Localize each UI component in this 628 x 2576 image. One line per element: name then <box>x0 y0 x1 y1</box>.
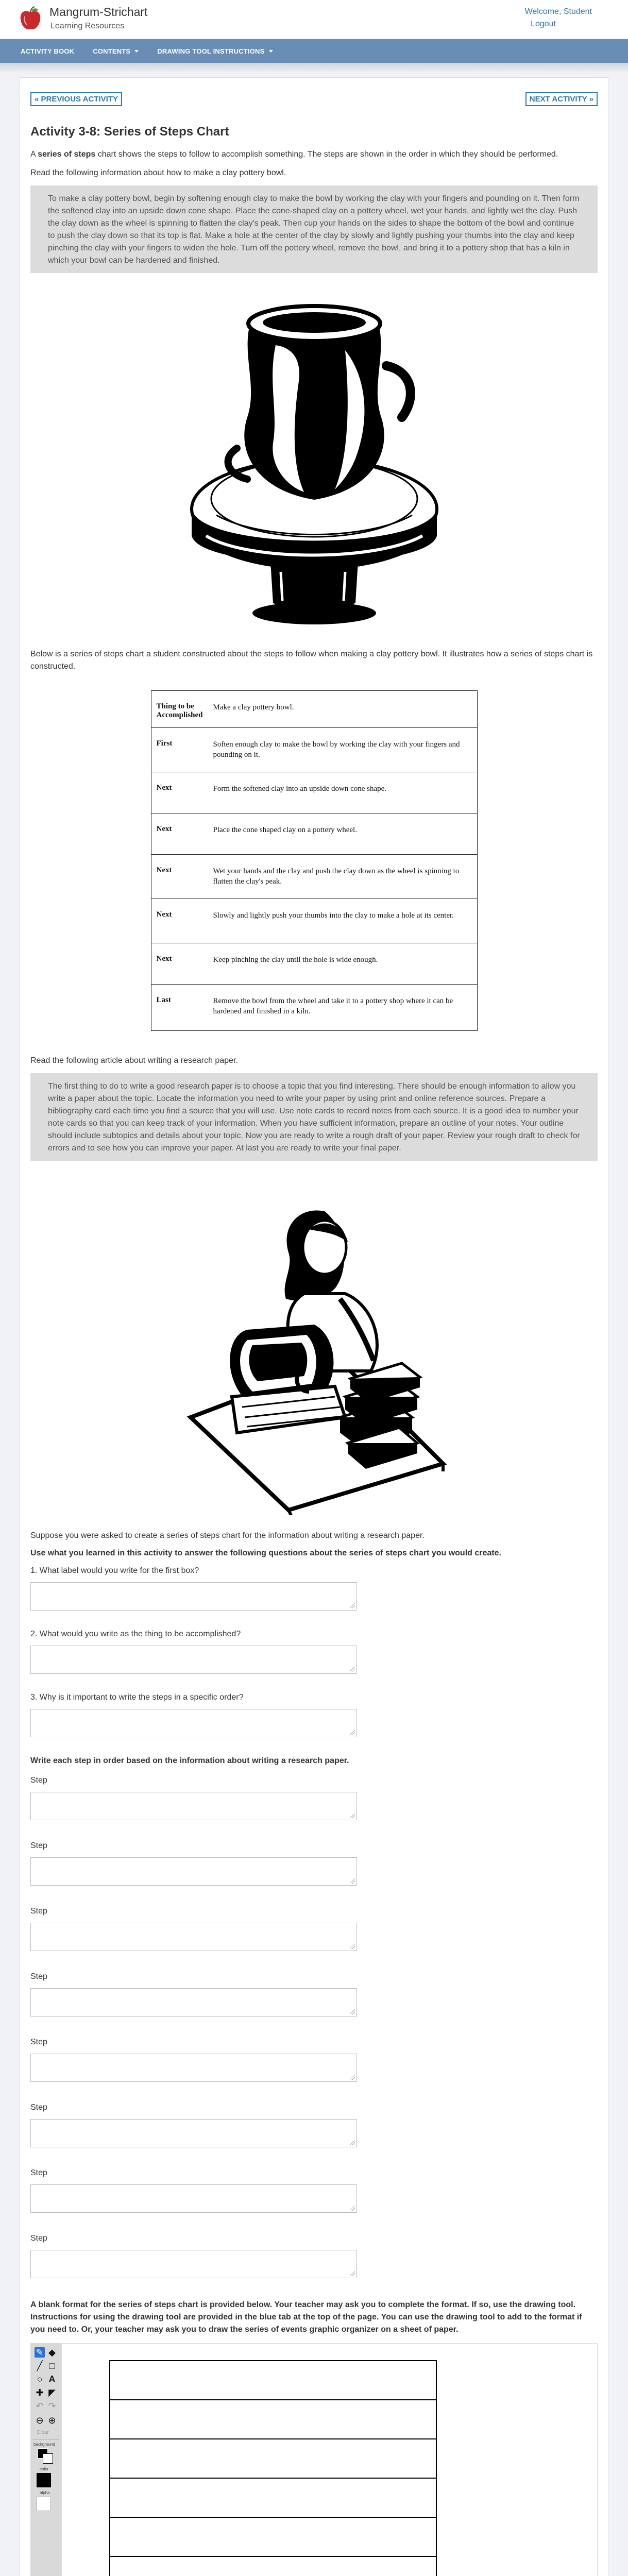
clear-button[interactable]: Clear <box>37 2430 49 2435</box>
alpha-label: alpha <box>40 2490 50 2495</box>
main-nav <box>0 39 628 63</box>
book-stack-icon <box>340 1363 420 1469</box>
chevron-down-icon <box>269 50 273 53</box>
text-icon[interactable]: A <box>48 2374 56 2384</box>
grid-row <box>110 2518 436 2557</box>
intro-text-start: A <box>30 150 38 159</box>
blank-steps-chart-grid <box>109 2360 437 2576</box>
step-list <box>30 1774 598 2278</box>
suppose-text: Suppose you were asked to create a series of steps chart for the information about writing a research paper. <box>30 1531 425 1540</box>
pottery-passage: To make a clay pottery bowl, begin by softening enough clay to make the bowl by working the clay with your fingers and pounding on it. Then form the softened clay into an upside down cone shape. Place the cone-shaped clay on a pottery wheel, wet your hands, and lightly wet the clay. Push the clay down as the wheel is spinning to flatten the clay's peak. Then cup your hands on the sides to shape the bottom of the bowl and continue to push the clay down so that its top is flat. Make a hole at the center of the clay by slowly and lightly pushing your thumbs into the clay and keep pinching the clay with your fingers to widen the hole. Turn off the pottery wheel, remove the bowl, and bring it to a pottery shop that has a kiln in which your bowl can be hardened and finished. <box>30 185 598 273</box>
apple-logo-icon[interactable] <box>19 6 42 32</box>
chart-row-label: Next <box>151 943 208 985</box>
step-label: Step <box>30 1776 47 1785</box>
nav-activity-book-label: ACTIVITY BOOK <box>21 47 75 55</box>
color-picker-swatch[interactable] <box>37 2473 51 2487</box>
chart-row-text: Soften enough clay to make the bowl by working the clay with your fingers and pounding on it. <box>208 728 478 772</box>
step-field[interactable] <box>30 2054 357 2082</box>
chart-row-label: First <box>151 728 208 772</box>
read-instruction-1: Read the following information about how to make a clay pottery bowl. <box>30 168 286 177</box>
chart-row <box>151 943 477 985</box>
intro-text <box>30 148 598 161</box>
resize-handle-icon[interactable] <box>350 2271 355 2276</box>
step-field[interactable] <box>30 2250 357 2278</box>
question-3: 3. Why is it important to write the steps in a specific order? <box>30 1693 244 1702</box>
logout-link[interactable]: Logout <box>531 20 556 28</box>
page-title: Activity 3-8: Series of Steps Chart <box>30 125 229 139</box>
background-color-swatch[interactable] <box>43 2453 53 2464</box>
fill-icon[interactable]: ◆ <box>48 2347 56 2358</box>
nav-activity-book[interactable] <box>21 47 74 55</box>
resize-handle-icon[interactable] <box>350 1667 355 1672</box>
brand-title: Mangrum-Strichart <box>49 5 148 19</box>
research-paper-passage: The first thing to do to write a good research paper is to choose a topic that you find interesting. There should be enough information to allow you write a paper about the topic. Locate the information you need to write your paper by using print and online reference sources. Prepare a bibliography card each time you find a source that you will use. Use note cards to record notes from each source. It is a good idea to number your note cards so that you can keep track of your information. When you have sufficient information, prepare an outline of your notes. Your outline should include subtopics and details about your topic. Now you are ready to write a rough draft of your paper. Review your rough draft to check for errors and to see how you can improve your paper. At last you are ready to write your final paper. <box>30 1073 598 1161</box>
nav-drawing-tool-label: DRAWING TOOL INSTRUCTIONS <box>157 47 265 55</box>
step-field[interactable] <box>30 2119 357 2147</box>
step-label: Step <box>30 1841 47 1850</box>
color-label: color <box>40 2467 49 2471</box>
step-field[interactable] <box>30 1923 357 1951</box>
step-field[interactable] <box>30 2184 357 2213</box>
step-label: Step <box>30 2038 47 2046</box>
series-of-steps-chart <box>151 690 478 1031</box>
step-label: Step <box>30 2103 47 2112</box>
resize-handle-icon[interactable] <box>350 1813 355 1818</box>
question-2: 2. What would you write as the thing to be accomplished? <box>30 1630 241 1638</box>
student-at-computer-illustration <box>170 1175 459 1515</box>
step-field[interactable] <box>30 1857 357 1886</box>
drawing-toolbox <box>30 2343 61 2576</box>
resize-handle-icon[interactable] <box>350 2075 355 2080</box>
intro-bold-term: series of steps <box>38 150 96 159</box>
intro-text-end: chart shows the steps to follow to accomplish something. The steps are shown in the order in which they should be performed. <box>95 150 558 159</box>
chart-row <box>151 728 477 772</box>
grid-row <box>110 2439 436 2479</box>
chart-row <box>151 855 477 899</box>
background-label: background <box>33 2442 55 2447</box>
grid-row <box>110 2557 436 2576</box>
zoom-in-icon[interactable]: ⊕ <box>48 2415 56 2426</box>
grid-row <box>110 2361 436 2400</box>
question-1: 1. What label would you write for the first box? <box>30 1566 199 1575</box>
ellipse-icon[interactable]: ○ <box>37 2374 43 2384</box>
nav-contents[interactable] <box>93 47 139 55</box>
drawing-tool <box>30 2343 598 2576</box>
zoom-out-icon[interactable]: ⊖ <box>36 2415 44 2426</box>
redo-icon[interactable]: ↷ <box>48 2401 56 2411</box>
alpha-picker-swatch[interactable] <box>37 2497 51 2511</box>
activity-nav-top <box>30 92 598 106</box>
resize-handle-icon[interactable] <box>350 1730 355 1735</box>
blank-format-instruction: A blank format for the series of steps chart is provided below. Your teacher may ask you to complete the format. If so, use the drawing tool. Instructions for using the drawing tool are provided in the blue tab at the top of the page. You can use the drawing tool to add to the format if you need to. Or, your teacher may ask you to draw the series of events graphic organizer on a sheet of paper. <box>30 2300 582 2334</box>
chart-row <box>151 691 477 728</box>
step-field[interactable] <box>30 1988 357 2016</box>
chart-row-text: Form the softened clay into an upside down cone shape. <box>208 772 478 814</box>
step-field[interactable] <box>30 1792 357 1820</box>
chart-row <box>151 814 477 855</box>
resize-handle-icon[interactable] <box>350 1878 355 1884</box>
chart-row-text: Place the cone shaped clay on a pottery wheel. <box>208 814 478 855</box>
answer-field-1[interactable] <box>30 1582 357 1611</box>
chart-row-text: Remove the bowl from the wheel and take it to a pottery shop where it can be hardened and finished in a kiln. <box>208 985 478 1031</box>
resize-handle-icon[interactable] <box>350 1603 355 1608</box>
chart-row-text: Keep pinching the clay until the hole is wide enough. <box>208 943 478 985</box>
chart-row <box>151 772 477 814</box>
move-icon[interactable]: ✚ <box>36 2387 44 2398</box>
chart-row-text: Make a clay pottery bowl. <box>208 691 478 728</box>
undo-icon[interactable]: ↶ <box>36 2401 44 2411</box>
top-bar <box>0 0 628 39</box>
nav-drawing-tool-instructions[interactable] <box>157 47 273 55</box>
chart-row-label: Next <box>151 855 208 899</box>
chart-intro-text: Below is a series of steps chart a student constructed about the steps to follow when making a clay pottery bowl. It illustrates how a series of steps chart is constructed. <box>30 650 593 671</box>
chart-row-label: Last <box>151 985 208 1031</box>
chart-row-label: Next <box>151 814 208 855</box>
welcome-link[interactable]: Welcome, Student <box>524 7 592 16</box>
activity-content <box>20 77 608 2576</box>
nav-shadow <box>0 63 628 73</box>
resize-handle-icon[interactable] <box>350 1944 355 1949</box>
step-label: Step <box>30 2168 47 2177</box>
grid-row <box>110 2479 436 2518</box>
resize-handle-icon[interactable] <box>350 2206 355 2211</box>
line-icon[interactable]: ╱ <box>37 2361 43 2371</box>
resize-handle-icon[interactable] <box>350 2140 355 2145</box>
resize-handle-icon[interactable] <box>350 2009 355 2014</box>
previous-activity-button[interactable]: « PREVIOUS ACTIVITY <box>30 92 122 106</box>
chevron-down-icon <box>134 50 139 53</box>
chart-row-text: Slowly and lightly push your thumbs into the clay to make a hole at its center. <box>208 899 478 943</box>
pottery-wheel-illustration <box>170 294 459 634</box>
answer-field-3[interactable] <box>30 1709 357 1737</box>
steps-instruction: Write each step in order based on the information about writing a research paper. <box>30 1756 349 1765</box>
chart-row-label: Next <box>151 772 208 814</box>
step-label: Step <box>30 1907 47 1916</box>
chart-row-label: Next <box>151 899 208 943</box>
brush-icon[interactable]: ✎ <box>35 2347 45 2358</box>
chart-row-label: Thing to be Accomplished <box>151 691 208 728</box>
next-activity-button[interactable]: NEXT ACTIVITY » <box>525 92 598 106</box>
step-label: Step <box>30 1972 47 1981</box>
grid-row <box>110 2400 436 2439</box>
chart-row <box>151 899 477 943</box>
drawing-canvas[interactable] <box>61 2343 598 2576</box>
read-instruction-2: Read the following article about writing a research paper. <box>30 1056 238 1065</box>
chart-row <box>151 985 477 1031</box>
answer-field-2[interactable] <box>30 1646 357 1674</box>
chart-row-text: Wet your hands and the clay and push the clay down as the wheel is spinning to flatten the clay's peak. <box>208 855 478 899</box>
brand-subtitle: Learning Resources <box>50 22 125 30</box>
nav-contents-label: CONTENTS <box>93 47 131 55</box>
questions-instruction: Use what you learned in this activity to answer the following questions about the series of steps chart you would create. <box>30 1549 501 1557</box>
step-label: Step <box>30 2234 47 2243</box>
select-icon[interactable]: ◤ <box>48 2387 56 2398</box>
rectangle-icon[interactable]: □ <box>49 2361 55 2371</box>
